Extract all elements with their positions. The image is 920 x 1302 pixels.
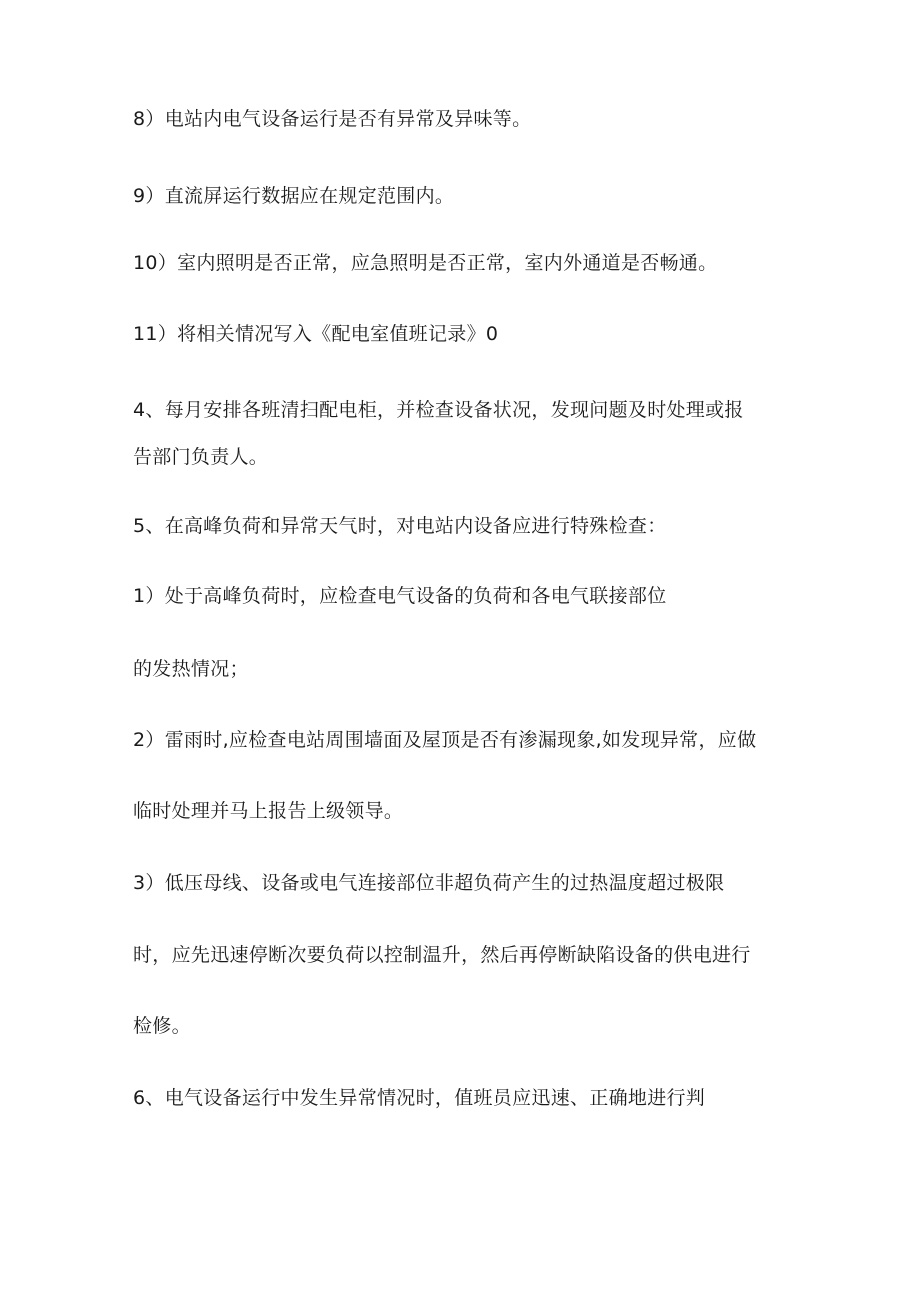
text-line: 的发热情况； bbox=[133, 658, 249, 680]
text-line: 检修。 bbox=[133, 1015, 191, 1037]
text-line: 6、电气设备运行中发生异常情况时，值班员应迅速、正确地进行判 bbox=[133, 1087, 706, 1109]
text-line: 1）处于高峰负荷时，应检查电气设备的负荷和各电气联接部位 bbox=[133, 585, 667, 607]
text-line: 10）室内照明是否正常，应急照明是否正常，室内外通道是否畅通。 bbox=[133, 252, 718, 274]
text-line: 9）直流屏运行数据应在规定范围内。 bbox=[133, 185, 455, 207]
text-line: 2）雷雨时,应检查电站周围墙面及屋顶是否有渗漏现象,如发现异常，应做 bbox=[133, 729, 757, 751]
text-line: 时，应先迅速停断次要负荷以控制温升，然后再停断缺陷设备的供电进行 bbox=[133, 944, 751, 966]
text-line: 8）电站内电气设备运行是否有异常及异味等。 bbox=[133, 108, 532, 130]
text-line: 4、每月安排各班清扫配电柜，并检查设备状况，发现问题及时处理或报 bbox=[133, 399, 744, 421]
text-line: 3）低压母线、设备或电气连接部位非超负荷产生的过热温度超过极限 bbox=[133, 872, 725, 894]
text-line: 5、在高峰负荷和异常天气时，对电站内设备应进行特殊检查： bbox=[133, 515, 667, 537]
text-line: 告部门负责人。 bbox=[133, 446, 269, 468]
text-line: 11）将相关情况写入《配电室值班记录》0 bbox=[133, 323, 499, 345]
text-line: 临时处理并马上报告上级领导。 bbox=[133, 800, 404, 822]
